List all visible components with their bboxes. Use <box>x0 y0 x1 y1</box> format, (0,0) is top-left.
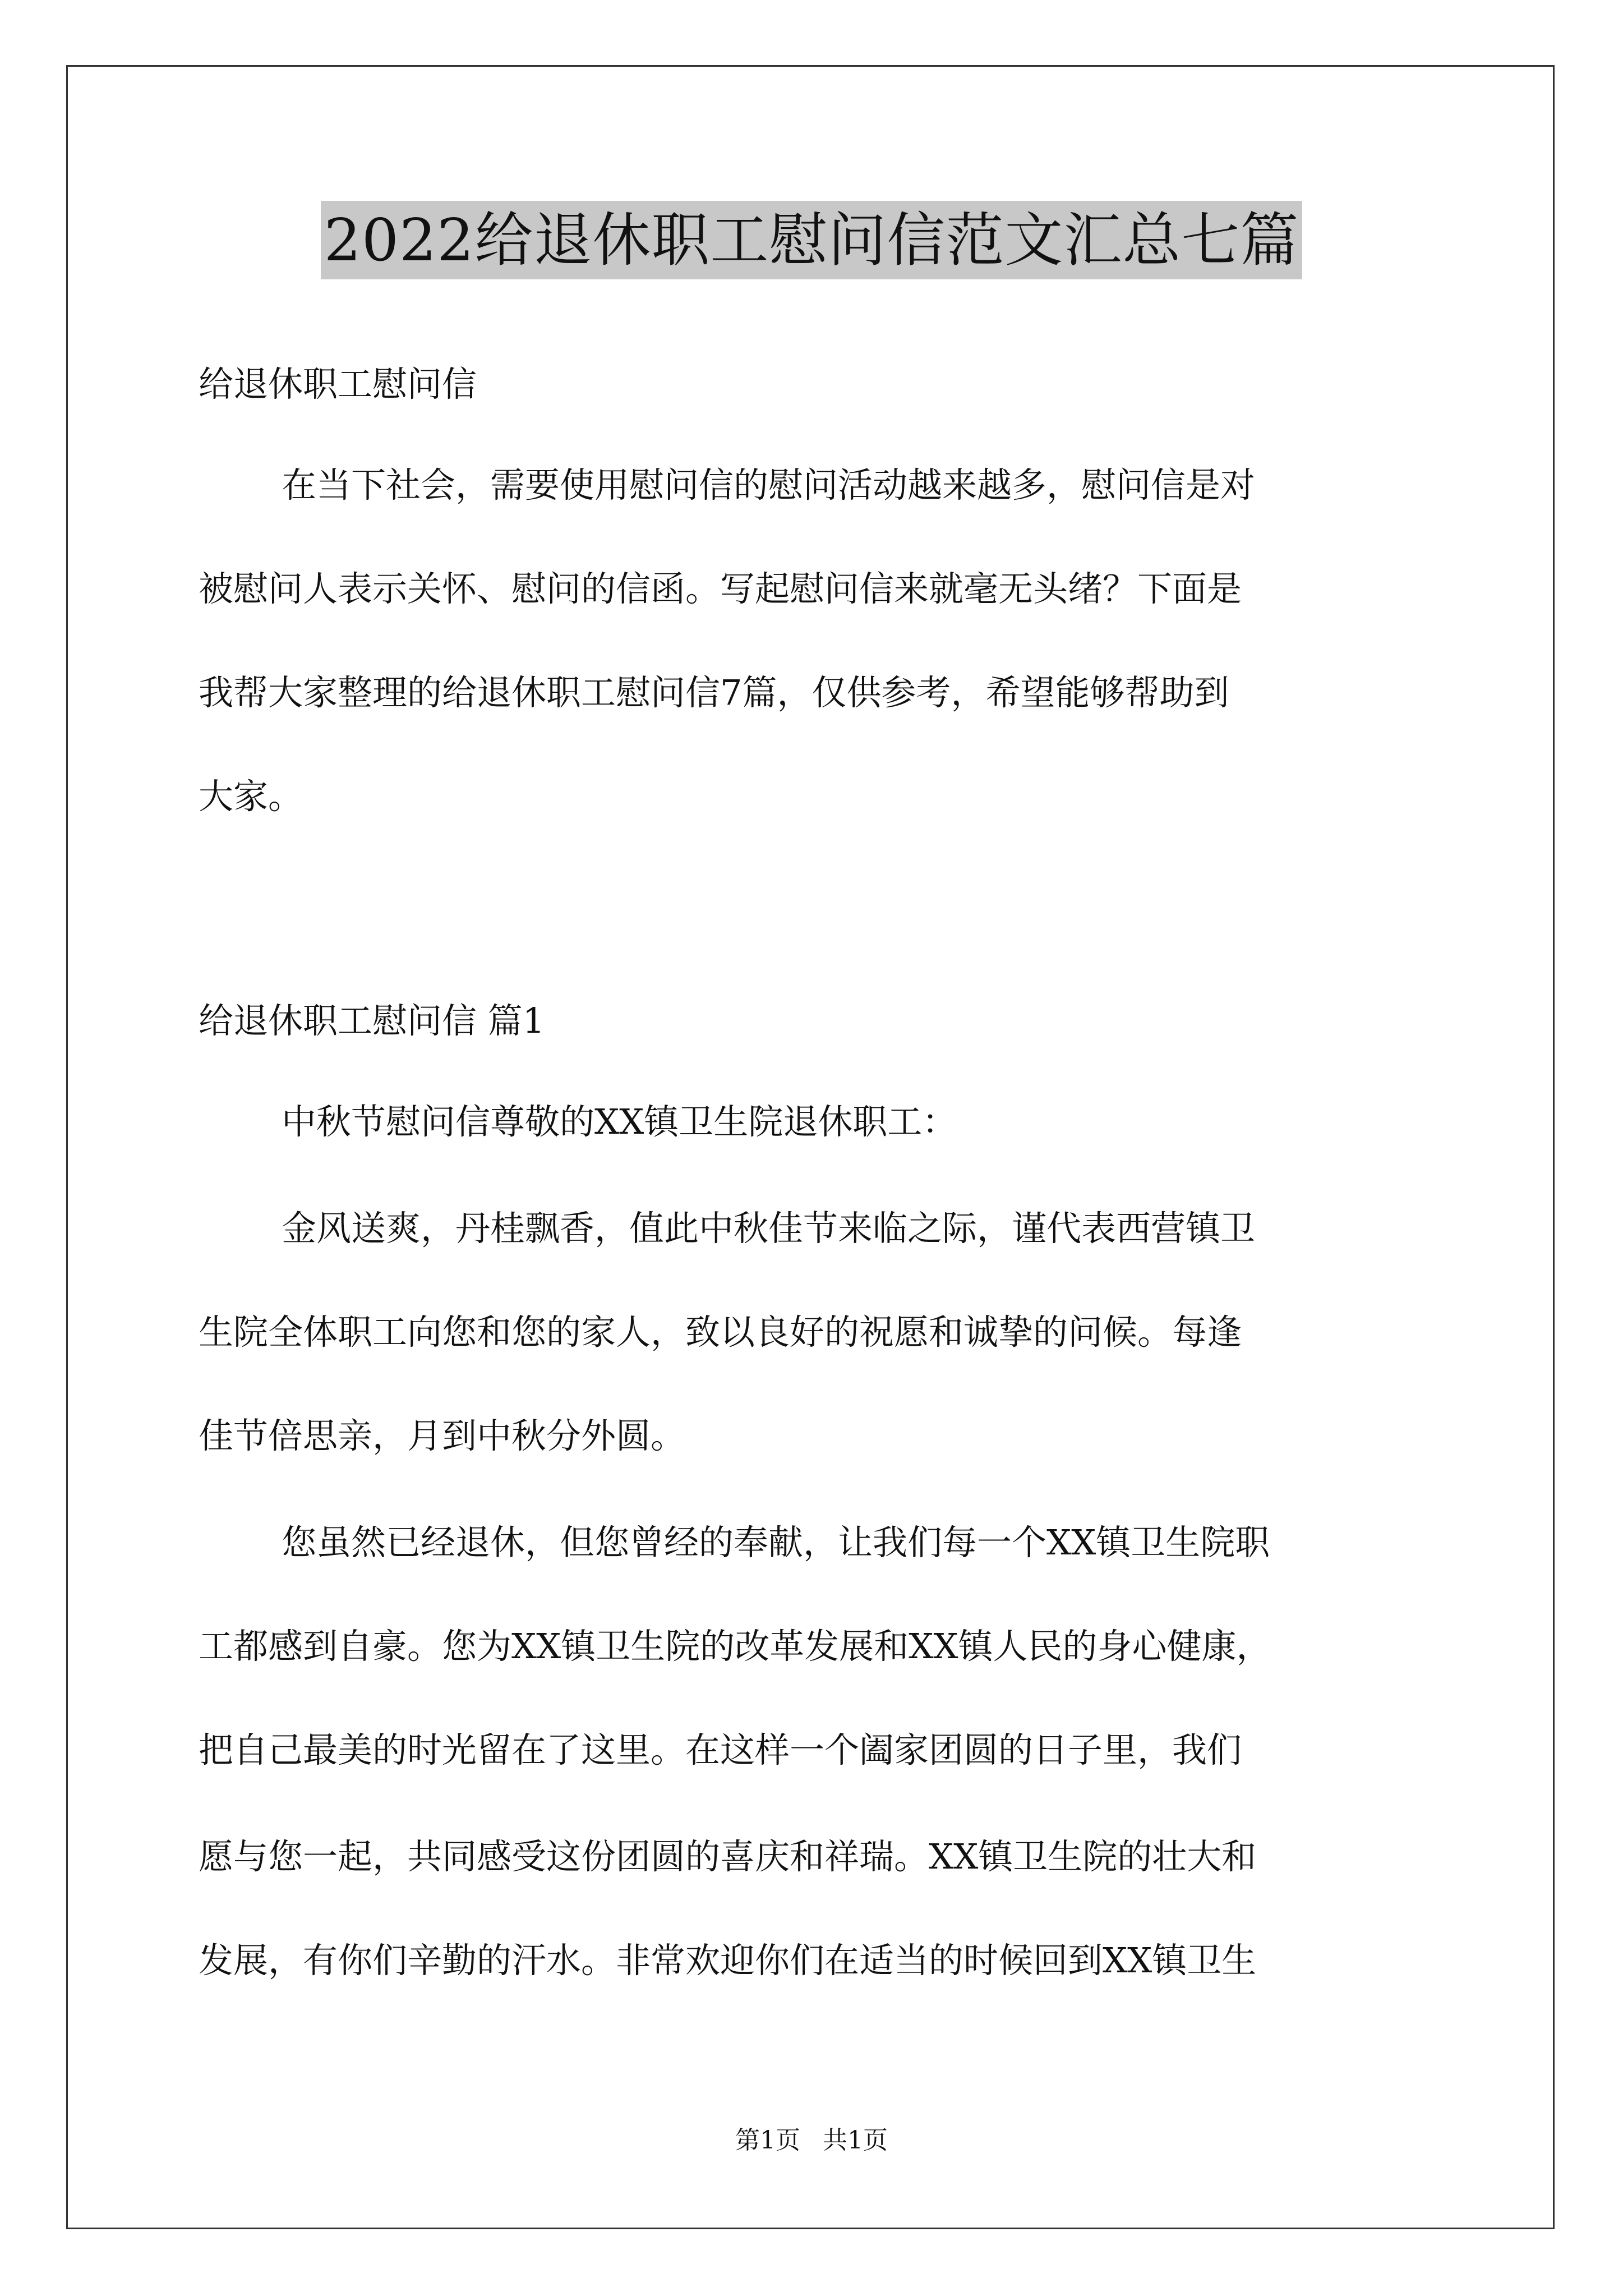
paragraph-line: 大家。 <box>199 776 303 817</box>
page-total: 共1页 <box>823 2126 888 2155</box>
paragraph-line: 被慰问人表示关怀、慰问的信函。写起慰问信来就毫无头绪？下面是 <box>199 568 1242 609</box>
paragraph-line: 发展，有你们辛勤的汗水。非常欢迎你们在适当的时候回到XX镇卫生 <box>199 1940 1257 1981</box>
paragraph-line: 您虽然已经退休，但您曾经的奉献，让我们每一个XX镇卫生院职 <box>282 1522 1270 1563</box>
paragraph-line: 金风送爽，丹桂飘香，值此中秋佳节来临之际，谨代表西营镇卫 <box>282 1208 1256 1249</box>
title-wrap <box>0 201 1623 279</box>
paragraph-line: 我帮大家整理的给退休职工慰问信7篇，仅供参考，希望能够帮助到 <box>199 672 1229 713</box>
section-heading: 给退休职工慰问信 篇1 <box>199 1000 545 1041</box>
section-heading: 给退休职工慰问信 <box>199 364 477 404</box>
page-number: 第1页 <box>735 2126 800 2155</box>
document-title: 2022给退休职工慰问信范文汇总七篇 <box>321 201 1303 279</box>
paragraph-line: 中秋节慰问信尊敬的XX镇卫生院退休职工： <box>282 1101 957 1142</box>
paragraph-line: 佳节倍思亲，月到中秋分外圆。 <box>199 1415 686 1456</box>
paragraph-line: 愿与您一起，共同感受这份团圆的喜庆和祥瑞。XX镇卫生院的壮大和 <box>199 1836 1257 1877</box>
paragraph-line: 在当下社会，需要使用慰问信的慰问活动越来越多，慰问信是对 <box>282 464 1256 505</box>
paragraph-line: 工都感到自豪。您为XX镇卫生院的改革发展和XX镇人民的身心健康， <box>199 1626 1271 1667</box>
paragraph-line: 生院全体职工向您和您的家人，致以良好的祝愿和诚挚的问候。每逢 <box>199 1312 1242 1352</box>
paragraph-line: 把自己最美的时光留在了这里。在这样一个阖家团圆的日子里，我们 <box>199 1729 1242 1770</box>
page-footer <box>0 2124 1623 2157</box>
